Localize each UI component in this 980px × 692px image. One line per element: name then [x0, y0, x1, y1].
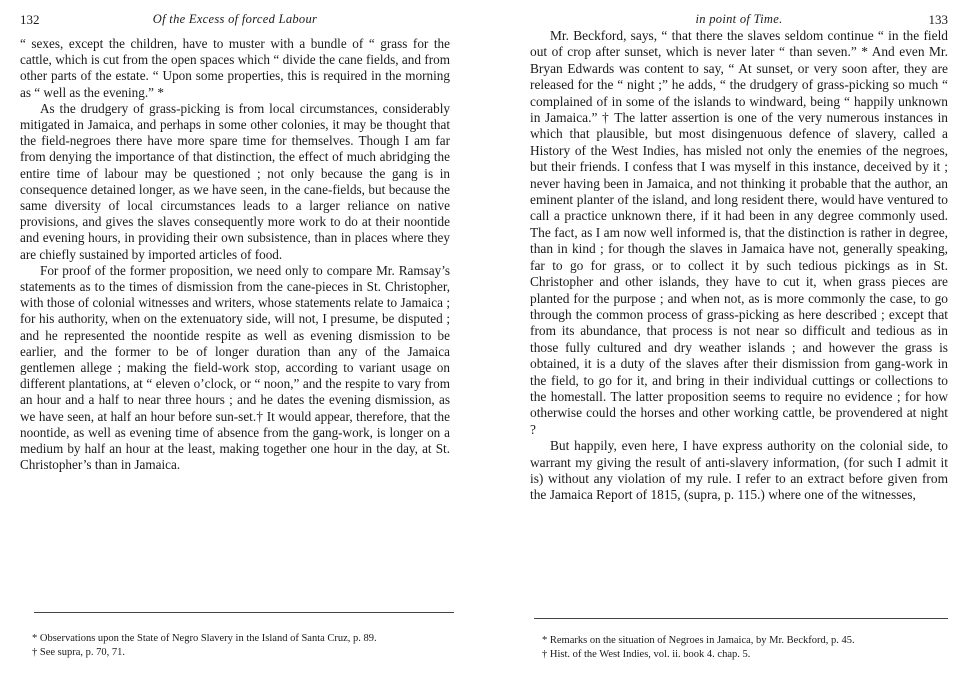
left-page-body [20, 36, 450, 473]
left-footnote-1: * Observations upon the State of Negro Slavery in the Island of Santa Cruz, p. 89. [32, 633, 377, 644]
left-paragraph-3: For proof of the former proposition, we need only to compare Mr. Ramsay’s statements as to the times of dismission from the cane-pieces in St. Christopher, with those of colonial witnesses and writers, whose statements relate to Jamaica ; for his authority, when on the extenuatory side, will not, I presume, be disputed ; and he represented the noontide respite as well as evening dismission to be earlier, and the former to be of longer duration than any of the Jamaica gentlemen allege ; making the field-work stop, according to variant usage on different plantations, at “ eleven o’clock, or “ noon,” and the respite to vary from an hour and a half to near three hours ; and he dates the evening dismission, as we have seen, at half an hour before sun-set.† It would appear, therefore, that the noontide, as well as evening time of absence from the gang-work, is longer on a medium by half an hour at the least, making together one hour in the day, at St. Christopher’s than in Jamaica. [20, 262, 450, 473]
left-footnotes [20, 632, 450, 659]
left-running-head: Of the Excess of forced Labour [152, 12, 318, 26]
right-page [530, 0, 948, 692]
right-footnote-1: * Remarks on the situation of Negroes in Jamaica, by Mr. Beckford, p. 45. [542, 635, 855, 646]
left-footnote-2: † See supra, p. 70, 71. [32, 646, 126, 658]
left-page-number: 132 [20, 12, 40, 27]
right-footnotes [530, 634, 948, 661]
left-paragraph-2: As the drudgery of grass-picking is from local circumstances, considerably mitigated in Jamaica, and perhaps in some other colonies, it may be thought that the field-negroes there have more spare time for themselves. Though I am far from denying the importance of that distinction, the effect of much abridging the entire time of labour may be questioned ; not only because the gang is in consequence detained longer, as we have seen, in the cane-fields, but because the same diversity of local circumstances leads to a larger reliance on native provisions, and gives the slaves consequently more work to do at their noontide and evening hours, in providing their own subsistence, than in places where they are chiefly sustained by imported articles of food. [20, 100, 450, 262]
left-paragraph-1: “ sexes, except the children, have to muster with a bundle of “ grass for the cattle, which is cut from the open spaces which “ divide the cane fields, and from other parts of the estate. “ Upon some properties, this is required in the morning as “ well as the evening.” * [20, 36, 450, 100]
left-page [20, 0, 450, 692]
right-paragraph-1: Mr. Beckford, says, “ that there the slaves seldom continue “ in the field out of crop after sunset, which is never later “ than seven.” * And even Mr. Bryan Edwards was content to say, “ At sunset, or very soon after, they are released for the “ night ;” he adds, “ the drudgery of grass-picking so much “ complained of in some of the islands to windward, being “ happily unknown in Jamaica.” † The latter assertion is one of the very numerous instances in which that plausible, but most disingenuous defence of slavery, called a History of the West Indies, has misled not only the enemies of the negroes, but their friends. I confess that I was myself in this instance, deceived by it ; never having been in Jamaica, and not thinking it probable that the author, an eminent planter of the island, and long resident there, would have ventured to call a practice unknown there, if it had been in any degree commonly used. The fact, as I am now well informed is, that the distinction is rather in degree, than in kind ; for though the slaves in Jamaica have not, generally speaking, far to go for grass, or to collect it by such tedious pickings as in St. Christopher and other islands, they have to cut it, when grass pieces are planted for the purpose ; and when not, as is more commonly the case, to go through the common process of grass-picking as here described ; except that from its abundance, that process is not near so difficult and tedious as in those fully cultured and dry weather islands ; and however the grass is obtained, it is a duty of the slaves after their dismission from gang-work in the field, to go for it, and bring in their individual cuttings or collections to the homestall. The latter proposition seems to require no evidence ; for how otherwise could the horses and other working cattle, be provendered at night ? [530, 28, 948, 437]
right-footnote-2: † Hist. of the West Indies, vol. ii. book 4. chap. 5. [542, 648, 751, 660]
left-footnote-rule [34, 612, 454, 613]
right-page-number: 133 [928, 12, 948, 27]
right-running-head: in point of Time. [695, 12, 783, 26]
left-page-header [20, 12, 450, 30]
right-paragraph-2: But happily, even here, I have express authority on the colonial side, to warrant my giving the result of anti-slavery information, (for such I admit it is) without any violation of my rule. I refer to an extract before given from the Jamaica Report of 1815, (supra, p. 115.) where one of the witnesses, [530, 438, 948, 503]
right-page-body [530, 28, 948, 504]
right-footnote-rule [534, 618, 948, 619]
